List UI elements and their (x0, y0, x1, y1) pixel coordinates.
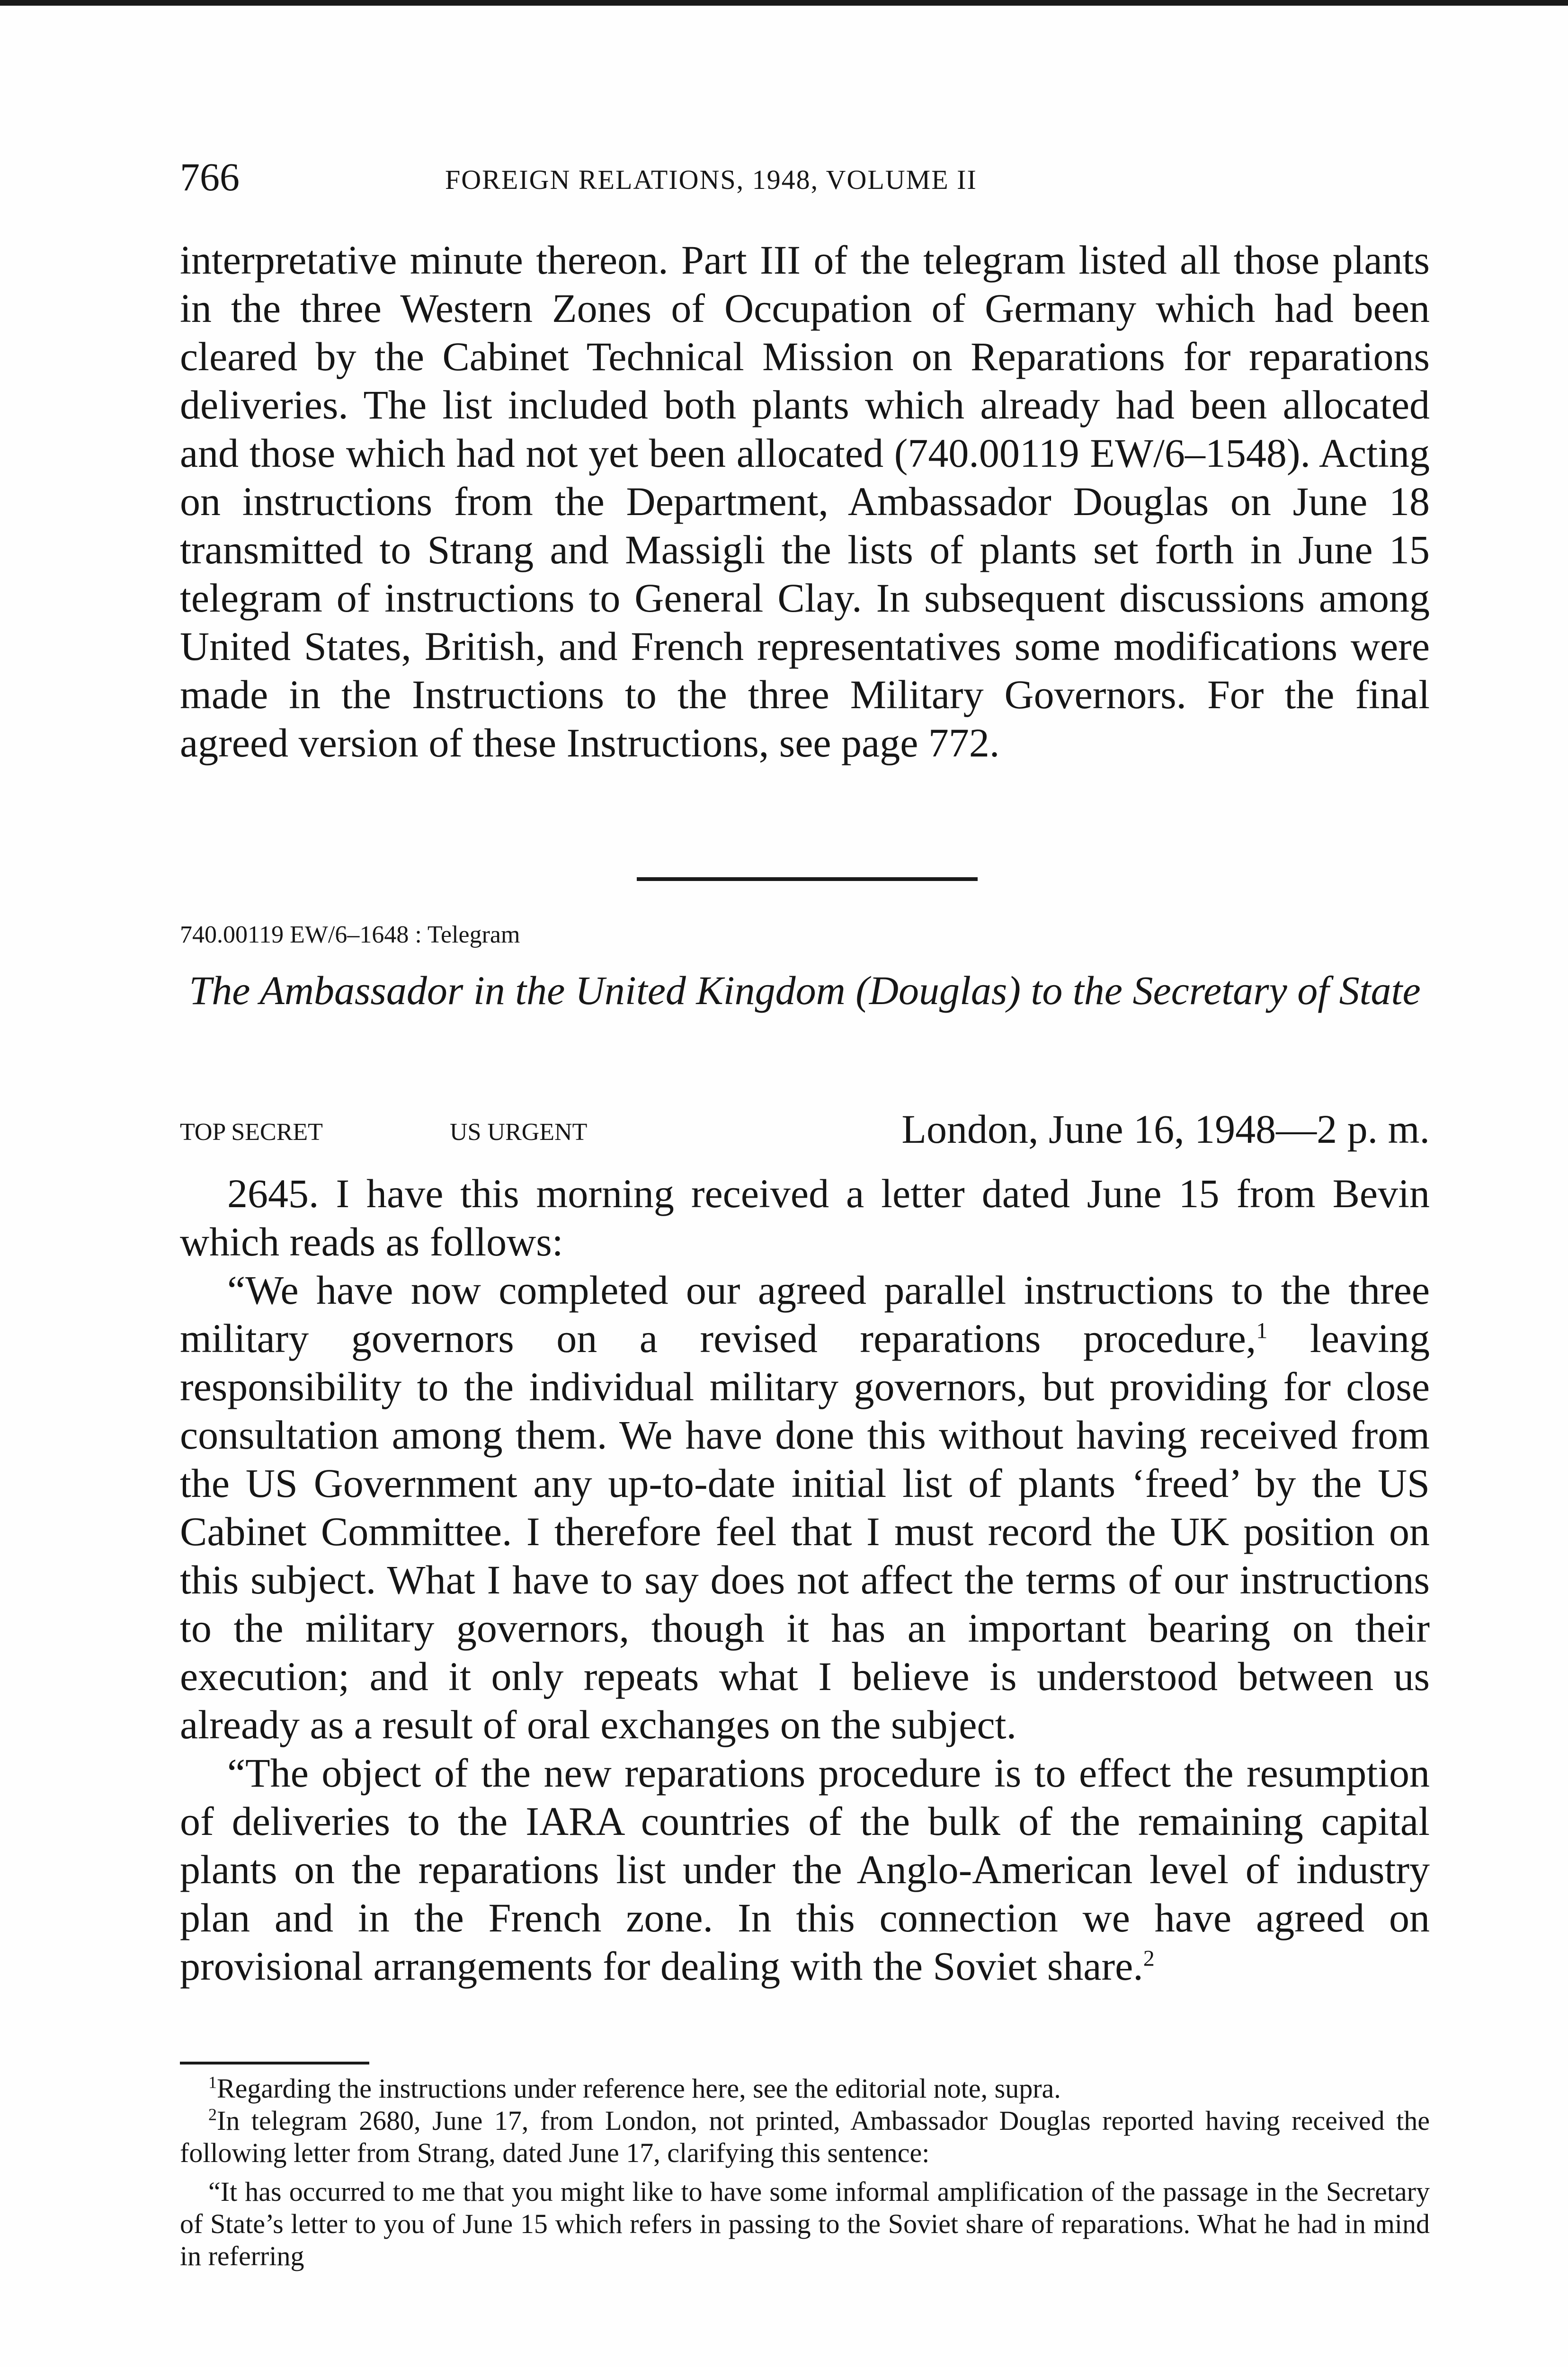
footnote-2-text: In telegram 2680, June 17, from London, not printed, Ambassador Douglas reported having received the following letter from Strang, dated June 17, clarifying this sentence: (180, 2105, 1430, 2168)
footnote-rule (180, 2062, 369, 2064)
classification-us-urgent: US URGENT (450, 1119, 588, 1146)
telegram-paragraph-1: 2645. I have this morning received a letter dated June 15 from Bevin which reads as follows: (180, 1171, 1430, 1264)
telegram-paragraph-2 (180, 1266, 1430, 1749)
file-reference: 740.00119 EW/6–1648 : Telegram (180, 921, 520, 948)
footnotes (180, 2073, 1430, 2272)
dateline (180, 1105, 1430, 1153)
footnote-1-marker: 1 (208, 2073, 217, 2092)
page-number: 766 (180, 155, 240, 199)
paragraph-3-text: “The object of the new reparations procedure is to effect the resumption of deliveries to the IARA countries of the bulk of the remaining capital plants on the reparations list under the Anglo-American level of industry plan and in the French zone. In this connection we have agreed on provisional arrangements for dealing with the Soviet share. (180, 1750, 1430, 1989)
footnote-1-text: Regarding the instructions under reference here, see the editorial note, supra. (217, 2073, 1061, 2104)
footnote-2-quote: “It has occurred to me that you might like to have some informal amplification of the passage in the Secretary of State’s letter to you of June 15 which refers in passing to the Soviet share of reparations. What he had in mind in referring (180, 2176, 1430, 2271)
telegram-body (180, 1169, 1430, 1990)
top-border (0, 0, 1568, 6)
footnote-ref-1[interactable]: 1 (1256, 1318, 1268, 1344)
paragraph-2-text-b: leaving responsibility to the individual military governors, but providing for close consultation among them. We have done this without having received from the US Government any up-to-date initial list of plants ‘freed’ by the US Cabinet Committee. I therefore feel that I must record the UK position on this subject. What I have to say does not affect the terms of our instructions to the military governors, though it has an important bearing on their execution; and it only repeats what I believe is understood between us already as a result of oral exchanges on the subject. (180, 1316, 1430, 1747)
place-and-date: London, June 16, 1948—2 p. m. (901, 1106, 1430, 1152)
intro-block (180, 236, 1430, 767)
footnote-ref-2[interactable]: 2 (1143, 1946, 1155, 1971)
intro-paragraph: interpretative minute thereon. Part III of the telegram listed all those plants in the three Western Zones of Occupation of Germany which had been cleared by the Cabinet Technical Mission on Reparations for reparations deliveries. The list included both plants which already had been allocated and those which had not yet been allocated (740.00119 EW/6–1548). Acting on instructions from the Department, Ambassador Douglas on June 18 transmitted to Strang and Massigli the lists of plants set forth in June 15 telegram of instructions to General Clay. In subsequent discussions among United States, British, and French representatives some modifications were made in the Instructions to the three Military Governors. For the final agreed version of these Instructions, see page 772. (180, 237, 1430, 765)
running-head (180, 151, 1430, 204)
footnote-1 (180, 2073, 1430, 2105)
section-separator (637, 877, 978, 881)
running-title: FOREIGN RELATIONS, 1948, VOLUME II (445, 164, 977, 195)
footnote-2 (180, 2105, 1430, 2169)
telegram-paragraph-3 (180, 1749, 1430, 1990)
footnote-2-marker: 2 (208, 2105, 217, 2124)
paragraph-2-text-a: “We have now completed our agreed parallel instructions to the three military governors on a revised reparations procedure, (180, 1267, 1430, 1361)
classification-top-secret: TOP SECRET (180, 1119, 323, 1146)
document-heading: The Ambassador in the United Kingdom (Douglas) to the Secretary of State (189, 968, 1421, 1013)
